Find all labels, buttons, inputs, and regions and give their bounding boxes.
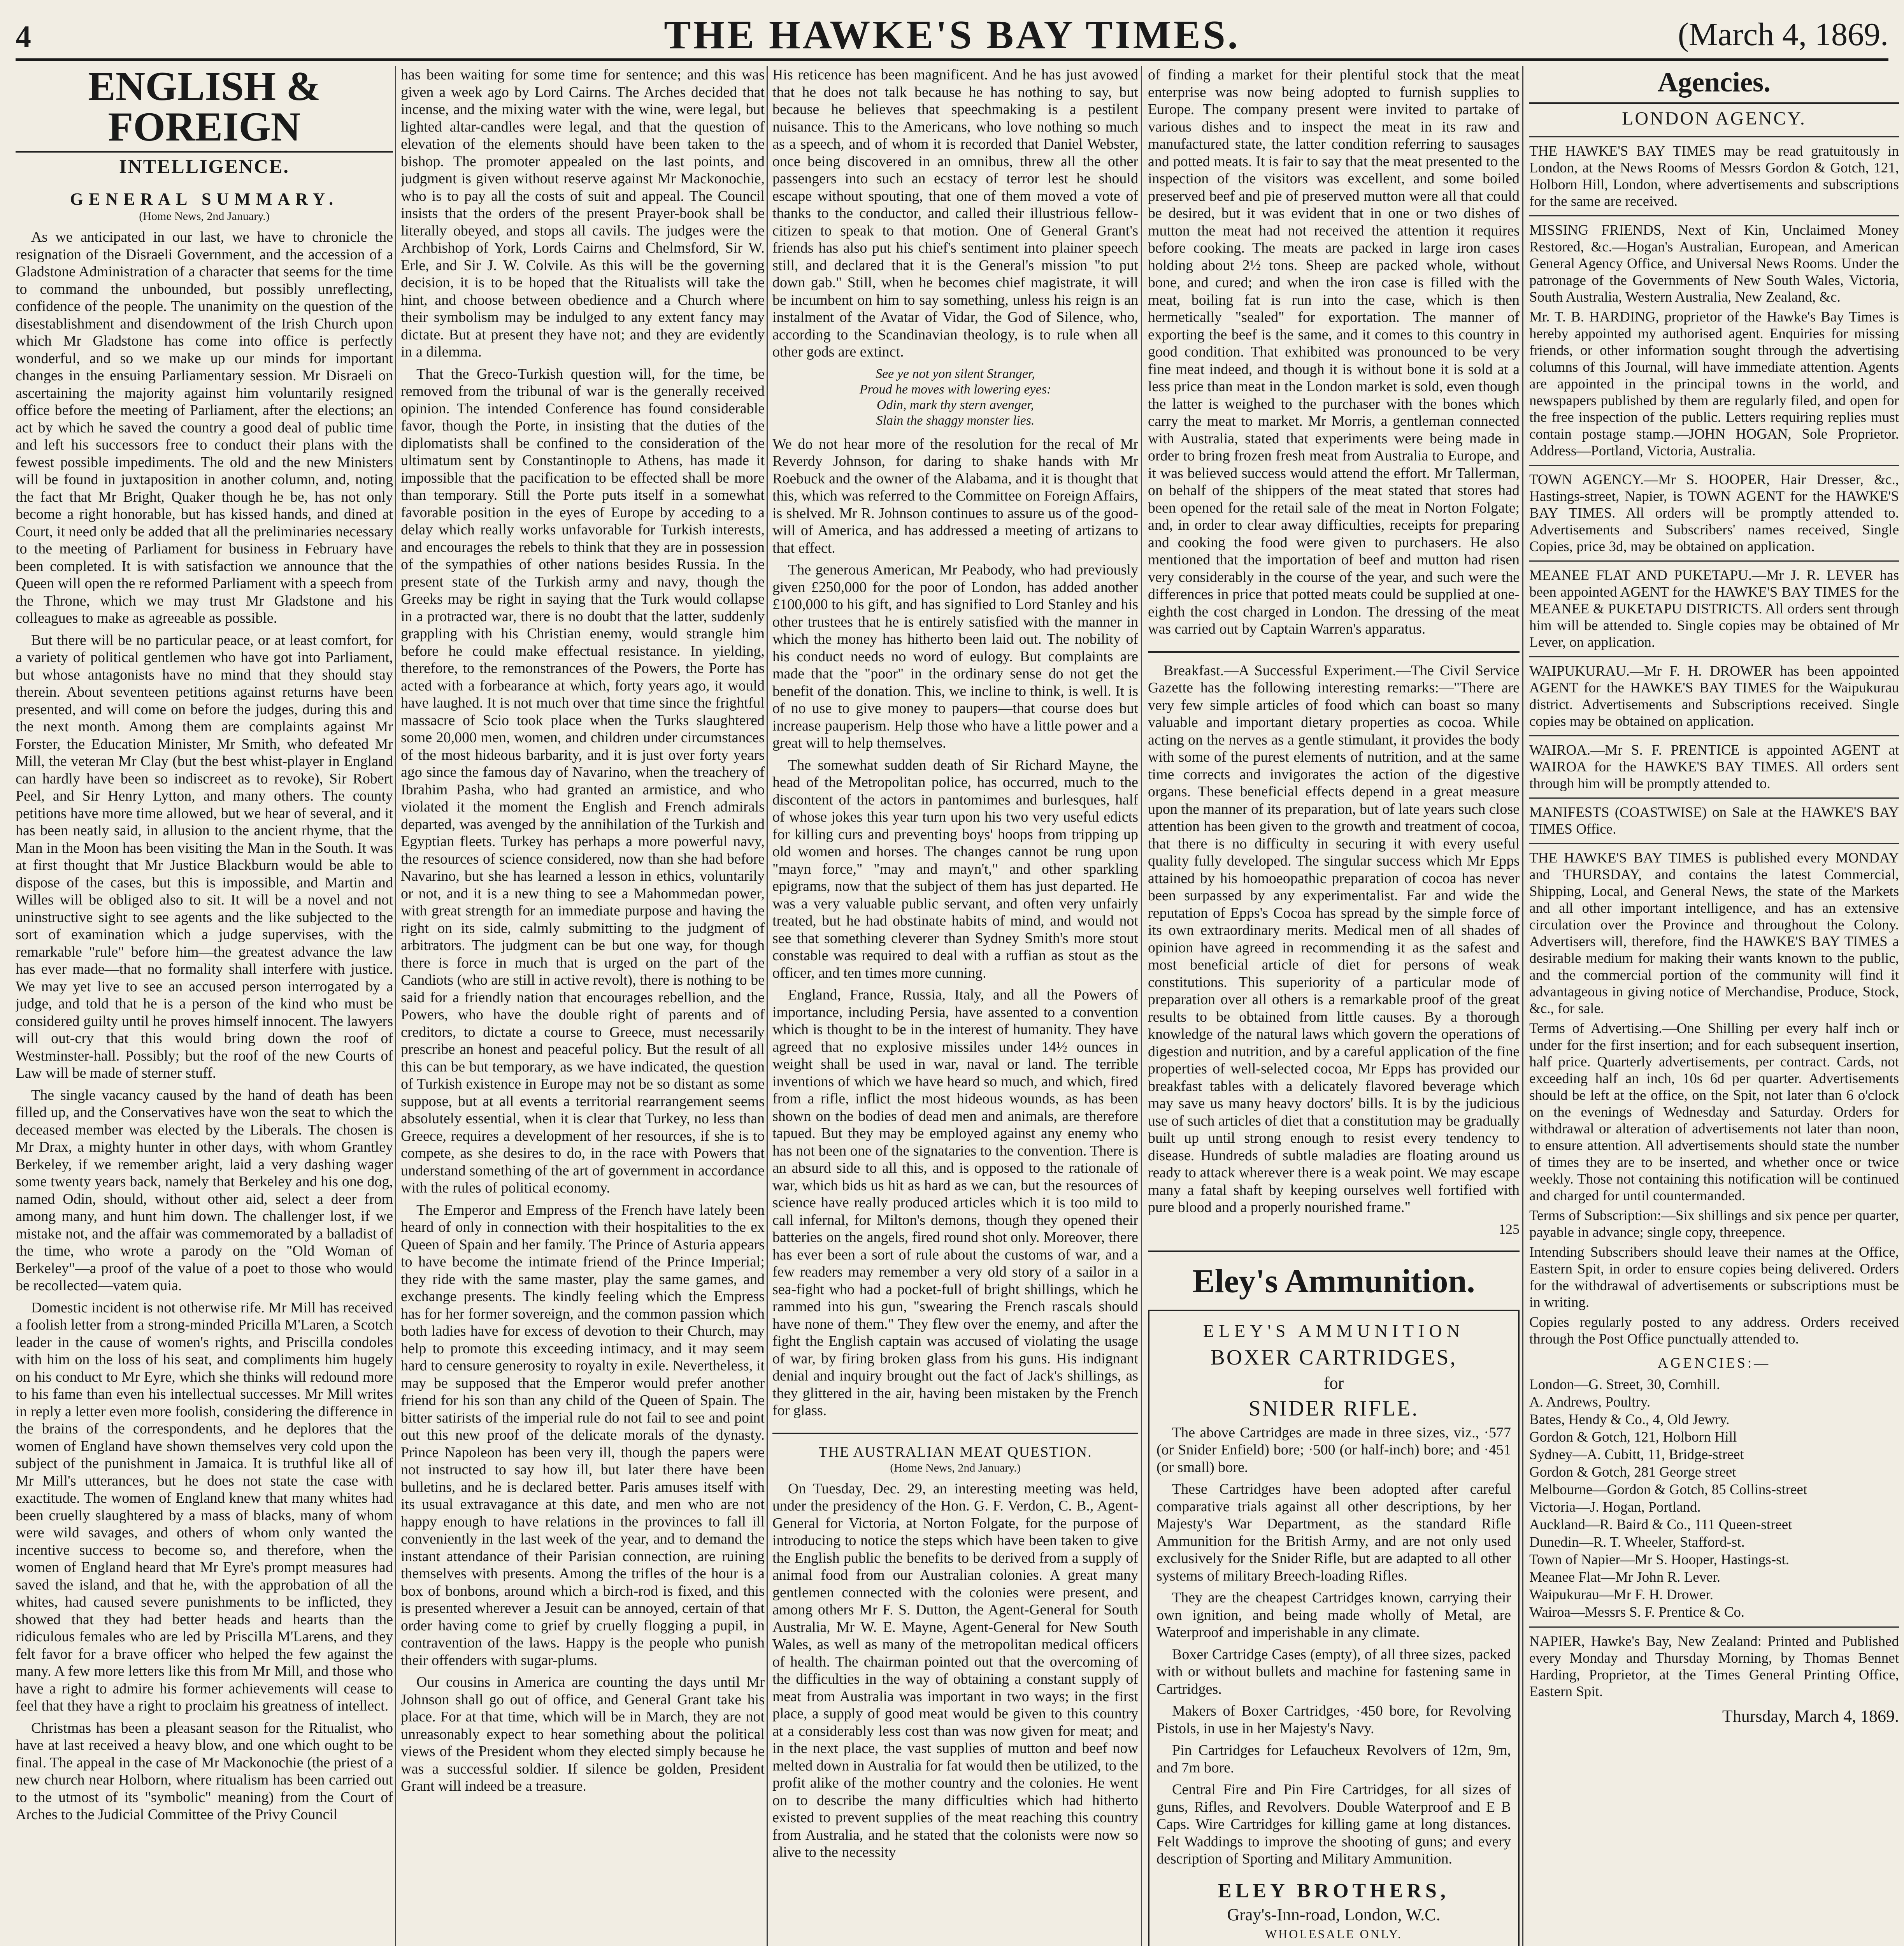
poem-line: See ye not yon silent Stranger, [876, 366, 1035, 381]
eley-ad-line: for [1323, 1373, 1344, 1393]
notice-reference: 125 [1499, 1221, 1520, 1237]
agency-entry: Town of Napier—Mr S. Hooper, Hastings-st. [1529, 1552, 1790, 1568]
newspaper-title: THE HAWKE'S BAY TIMES. [664, 12, 1240, 57]
notice-text: Mr. T. B. HARDING, proprietor of the Hawke's Bay Times is hereby appointed my authorised agent. Enquiries for missing friends, or other information sought through the advertising columns of this Journal, will have immediate attention. Agents are appointed in the principal towns in the world, and newspapers published by them are regularly filed, and open for the free inspection of the public. Letters requiring replies must contain postage stamp.—JOHN HOGAN, Sole Proprietor. Address—Portland, Victoria, Australia. [1529, 309, 1899, 459]
section-title: ENGLISH & FOREIGN [16, 66, 393, 153]
eley-ad-line: SNIDER RIFLE. [1248, 1396, 1419, 1421]
section-rule [772, 1433, 1138, 1434]
notice-text: WAIROA.—Mr S. F. PRENTICE is appointed AGENT at WAIROA for the HAWKE'S BAY TIMES. All orders sent through him will be promptly attended to. [1529, 742, 1899, 792]
meat-question-heading: THE AUSTRALIAN MEAT QUESTION. [818, 1444, 1092, 1460]
imprint-text: NAPIER, Hawke's Bay, New Zealand: Printed and Published every Monday and Thursday Morning, by Thomas Bennet Harding, Proprietor, at the Times General Printing Office, Eastern Spit. [1529, 1633, 1899, 1700]
article-paragraph: has been waiting for some time for sentence; and this was given a week ago by Lord Cairns. The Arches decided that incense, and the mixing water with the wine, were legal, but lighted altar-candles were legal, and that the question of elevation of the elements should have been taken to the bishop. The promoter appealed on the last points, and judgment is given without reserve against Mr Mackonochie, who is to pay all the costs of suit and appeal. The Council insists that the orders of the present Prayer-book shall be literally obeyed, and stops all cavils. The judges were the Archbishop of York, Lords Cairns and Chelmsford, Sir W. Erle, and Sir J. W. Colvile. As this will be the governing decision, it is to be hoped that the Ritualists will take the hint, and choose between obedience and a Church where their symbolism may be indulged to any extent fancy may dictate. But at present they have not; and they are evidently in a dilemma. [401, 67, 765, 360]
notice-text: THE HAWKE'S BAY TIMES may be read gratuitously in London, at the News Rooms of Messrs Gordon & Gotch, 121, Holborn Hill, London, where advertisements and subscriptions for the same are received. [1529, 143, 1899, 209]
agency-notice [1529, 215, 1899, 459]
ad-paragraph: Central Fire and Pin Fire Cartridges, for all sizes of guns, Rifles, and Revolvers. Double Waterproof and E B Caps. Wire Cartridges for killing game at long distances. Felt Waddings to improve the shooting of guns; and every description of Sporting and Military Ammunition. [1156, 1781, 1511, 1867]
column-5 [1529, 66, 1899, 1946]
masthead [16, 12, 1888, 61]
agency-notice [1529, 843, 1899, 1347]
column-divider [1141, 66, 1142, 1946]
poem-line: Slain the shaggy monster lies. [876, 413, 1035, 428]
article-paragraph: As we anticipated in our last, we have to chronicle the resignation of the Disraeli Government, and the accession of a Gladstone Administration of a character that seems for the time to command the unbounded, but possibly unreflecting, confidence of the people. The unanimity on the question of the disestablishment and disendowment of the Irish Church upon which Mr Gladstone has come into office is perfectly wonderful, and so we make up our minds for important changes in the ensuing Parliamentary session. Mr Disraeli on ascertaining the majority against him voluntarily resigned office before the meeting of Parliament, after the elections; an act by which he saved the country a good deal of public time and left his successors free to conduct their plans with the fewest possible impediments. The old and the new Ministers will be found in juxtaposition in another column, and, noting the fact that Mr Bright, Quaker though he be, has not only become a right honorable, but has kissed hands, and dined at Court, it need only be added that all the preliminaries necessary to the meeting of Parliament for business in February have been completed. It is with satisfaction we announce that the Queen will open the re reformed Parliament with a speech from the Throne, which we may trust Mr Gladstone and his colleagues to make as agreeable as possible. [16, 229, 393, 626]
notice-text: WAIPUKURAU.—Mr F. H. DROWER has been appointed AGENT for the HAWKE'S BAY TIMES for the Waipukurau district. Advertisements and Subscriptions received. Single copies may be obtained on application. [1529, 663, 1899, 729]
agency-entry: Sydney—A. Cubitt, 11, Bridge-street [1529, 1447, 1744, 1463]
imprint-notice [1529, 1626, 1899, 1700]
notice-text: Terms of Subscription:—Six shillings and six pence per quarter, payable in advance; single copy, threepence. [1529, 1208, 1899, 1240]
agency-entry: Meanee Flat—Mr John R. Lever. [1529, 1569, 1721, 1585]
article-paragraph: Our cousins in America are counting the days until Mr Johnson shall go out of office, and General Grant take his place. For at that time, which will be in March, they are not unreasonably expect to hear something about the political views of the President whom they elected simply because he was a successful soldier. If silence be golden, President Grant will indeed be a treasure. [401, 1674, 765, 1794]
column-4 [1148, 66, 1520, 1946]
notice-text: MANIFESTS (COASTWISE) on Sale at the HAWKE'S BAY TIMES Office. [1529, 804, 1899, 837]
agency-entry: Victoria—J. Hogan, Portland. [1529, 1499, 1701, 1515]
poem-line: Odin, mark thy stern avenger, [876, 397, 1034, 412]
notice-text: TOWN AGENCY.—Mr S. HOOPER, Hair Dresser, &c., Hastings-street, Napier, is TOWN AGENT for the HAWKE'S BAY TIMES. All orders will be promptly attended to. Advertisements and Subscribers' names received, Single Copies, price 3d, may be obtained on application. [1529, 472, 1899, 555]
notice-text: THE HAWKE'S BAY TIMES is published every MONDAY and THURSDAY, and contains the latest Commercial, Shipping, Local, and General News, the state of the Markets and all other important intelligence, and has an extensive circulation over the Province and throughout the Colony. Advertisers will, therefore, find the HAWKE'S BAY TIMES a desirable medium for making their wants known to the public, and the commercial portion of the community will find it advantageous in giving notice of Merchandise, Produce, Stock, &c., for sale. [1529, 850, 1899, 1017]
section-subtitle: INTELLIGENCE. [119, 155, 290, 177]
agency-notice [1529, 735, 1899, 792]
summary-heading: GENERAL SUMMARY. [70, 190, 339, 209]
eley-ad-line: BOXER CARTRIDGES, [1210, 1345, 1457, 1370]
poem-line: Proud he moves with lowering eyes: [859, 382, 1051, 397]
agencies-title: Agencies. [1529, 66, 1899, 104]
poem-quote [772, 366, 1138, 429]
agency-entry: Bates, Hendy & Co., 4, Old Jewry. [1529, 1412, 1730, 1428]
ad-paragraph: Boxer Cartridge Cases (empty), of all three sizes, packed with or without bullets and machine for fastening same in Cartridges. [1156, 1646, 1511, 1697]
ad-paragraph: These Cartridges have been adopted after careful comparative trials against all other descriptions, by her Majesty's War Department, as the standard Rifle Ammunition for the British Army, and are not only used exclusively for the Snider Rifle, but are adapted to all other systems of military Breech-loading Rifles. [1156, 1481, 1511, 1584]
agency-notice [1529, 797, 1899, 838]
eley-ad-wholesale: WHOLESALE ONLY. [1265, 1927, 1403, 1941]
agency-entry: A. Andrews, Poultry. [1529, 1394, 1651, 1410]
article-paragraph: The generous American, Mr Peabody, who had previously given £250,000 for the poor of London, has added another £100,000 to his gift, and has signified to Lord Stanley and his other trustees that he is entirely satisfied with the manner in which the money has hitherto been laid out. The nobility of his conduct needs no word of eulogy. But complaints are made that the "poor" in the ordinary sense do not get the benefit of the donation. This, we incline to think, is well. It is of no use to give money to paupers—that course does but increase pauperism. Help those who have a little power and a great will to help themselves. [772, 562, 1138, 751]
notice-text: Terms of Advertising.—One Shilling per every half inch or under for the first insertion; and for each subsequent insertion, half price. Quarterly advertisements, per contract. Cards, not exceeding half an inch, 10s 6d per quarter. Advertisements should be left at the office, on the Spit, not later than 6 o'clock on the evenings of Wednesday and Saturday. Orders for withdrawal or alteration of advertisements not later than noon, to ensure attention. All advertisements should state the number of times they are to be inserted, and whether once or twice weekly. Those not containing this notification will be continued and charged for until countermanded. [1529, 1020, 1899, 1204]
agency-entry: Gordon & Gotch, 121, Holborn Hill [1529, 1429, 1737, 1445]
agency-entry: Melbourne—Gordon & Gotch, 85 Collins-street [1529, 1482, 1807, 1498]
page-number: 4 [16, 20, 31, 54]
agency-entry: Wairoa—Messrs S. F. Prentice & Co. [1529, 1604, 1745, 1620]
column-divider [767, 66, 768, 1946]
article-paragraph: His reticence has been magnificent. And he has just avowed that he does not talk because he has nothing to say, but because he believes that speechmaking is a pestilent nuisance. This to the Americans, who love nothing so much as a speech, and of whom it is recorded that Daniel Webster, once being discovered in an omnibus, threw all the other passengers into such an ecstacy of terror lest he should escape without spouting, that one of them moved a vote of thanks to the conductor, and called their illustrious fellow-citizen to speak to that motion. One of General Grant's friends has also put his chief's sentiment into plainer speech still, and declared that it is the General's mission "to put down gab." Still, when he becomes chief magistrate, it will be incumbent on him to say something, unless his reign is an instalment of the Avatar of Vidar, the God of Silence, who, according to the Scandinavian theology, is to rule when all other gods are extinct. [772, 67, 1138, 360]
notice-text: Copies regularly posted to any address. Orders received through the Post Office punctually attended to. [1529, 1314, 1899, 1347]
notice-text: MISSING FRIENDS, Next of Kin, Unclaimed Money Restored, &c.—Hogan's Australian, European, and American General Agency Office, and Universal News Rooms. Under the patronage of the Governments of New South Wales, Victoria, South Australia, Western Australia, New Zealand, &c. [1529, 222, 1899, 305]
breakfast-notice: Breakfast.—A Successful Experiment.—The Civil Service Gazette has the following interesting remarks:—"There are very few simple articles of food which can boast so many valuable and important dietary properties as cocoa. While acting on the nerves as a gentle stimulant, it provides the body with some of the purest elements of nutrition, and at the same time corrects and invigorates the action of the digestive organs. These beneficial effects depend in a great measure upon the manner of its preparation, but of late years such close attention has been given to the growth and treatment of cocoa, that there is no difficulty in securing it with every useful quality fully developed. The singular success which Mr Epps attained by his homoeopathic preparation of cocoa has never been surpassed by any experimentalist. Far and wide the reputation of Epps's Cocoa has spread by the simple force of its own extraordinary merits. Medical men of all shades of opinion have agreed in recommending it as the safest and most beneficial article of diet for persons of weak constitutions. This superiority of a particular mode of preparation over all others is a remarkable proof of the great results to be obtained from little causes. By a thorough knowledge of the natural laws which govern the operations of digestion and nutrition, and by a careful application of the fine properties of well-selected cocoa, Mr Epps has provided our breakfast tables with a delicately flavored beverage which may save us many heavy doctors' bills. It is by the judicious use of such articles of diet that a constitution may be gradually built up until strong enough to resist every tendency to disease. Hundreds of subtle maladies are floating around us ready to attack wherever there is a weak point. We may escape many a fatal shaft by keeping ourselves well fortified with pure blood and a properly nourished frame." [1148, 662, 1520, 1215]
ad-paragraph: The above Cartridges are made in three sizes, viz., ·577 (or Snider Enfield) bore; ·500 (or half-inch) bore; and ·451 (or small) bore. [1156, 1424, 1511, 1475]
article-paragraph: Christmas has been a pleasant season for the Ritualist, who have at last received a heavy blow, and one which ought to be final. The appeal in the case of Mr Mackonochie (the priest of a new church near Holborn, where ritualism has been carried out to the utmost of its "symbolic" meaning) from the Court of Arches to the Judicial Committee of the Privy Council [16, 1719, 393, 1823]
eley-ad-footer: ELEY BROTHERS, [1218, 1879, 1449, 1902]
footer-date: Thursday, March 4, 1869. [1722, 1707, 1899, 1726]
agency-notice [1529, 656, 1899, 730]
article-paragraph: That the Greco-Turkish question will, for the time, be removed from the tribunal of war is the generally received opinion. The intended Conference has found considerable favor, though the Porte, in insisting that the duties of the diplomatists shall be confined to the consideration of the ultimatum sent by Constantinople to Athens, has made it impossible that the pacification to be effected shall be more than temporary. Still the Porte puts itself in a somewhat favorable position in the eyes of Europe by acceding to a delay which really works unfavorable for Turkish interests, and encourages the rebels to think that they are in possession of the sympathies of other nations besides Russia. In the present state of the Turkish army and navy, though the Greeks may be right in saying that the Turk would collapse in a protracted war, there is no doubt that the latter, suddenly grappling with his Christian enemy, would strangle him before he could make effectual resistance. In yielding, therefore, to the remonstrances of the Powers, the Porte has acted with a forbearance at which, forty years ago, it would have laughed. It is not much over that time since the frightful massacre of Scio took place when the Turks slaughtered some 20,000 men, women, and children under circumstances of the most hideous barbarity, and it is just over forty years ago since the famous day of Navarino, when the treachery of Ibrahim Pasha, who had granted an armistice, and who violated it the moment the English and French admirals departed, was avenged by the annihilation of the Turkish and Egyptian fleets. Turkey has perhaps a more powerful navy, the resources of science considered, now than she had before Navarino, but she has learned a lesson in ethics, voluntarily or not, and it is a new thing to see a Mahommedan power, with great strength for an immediate purpose and having the right on its side, calmly submitting to the judgment of arbitrators. The judgment can be but one way, for though there is force in much that is urged on the part of the Candiots (who are still in active revolt), there is nothing to be said for a friendly nation that encourages rebellion, and the Powers, who have the double right of parents and of creditors, to dictate a course to Greece, must necessarily prescribe an honest and peaceful policy. But the result of all this can be but temporary, as we have indicated, the question of Turkish existence in Europe may not be so distant as some suppose, but at all events a territorial rearrangement seems absolutely essential, when it is clear that Turkey, no less than Greece, requires a development of her resources, if she is to compete, as she desires to do, in the race with Powers that understand something of the art of government in accordance with the rules of political economy. [401, 365, 765, 1196]
article-paragraph: The somewhat sudden death of Sir Richard Mayne, the head of the Metropolitan police, has occurred, much to the discontent of the actors in pantomimes and burlesques, half of whose jokes this year turn upon his two very useful edicts for killing curs and preventing boys' hoops from tripping up old women and horses. The changes cannot be rung upon "mayn force," "may and mayn't," and other sparkling epigrams, now that the subject of them has just departed. He was a very valuable public servant, and often very unfairly treated, but he had obstinate habits of mind, and would not see that something cleverer than Sydney Smith's more stout constable was required to deal with a ruffian as stout as the officer, and ten times more cunning. [772, 757, 1138, 981]
summary-source: (Home News, 2nd January.) [139, 210, 270, 223]
agency-entry: Waipukurau—Mr F. H. Drower. [1529, 1587, 1713, 1603]
notice-text: Intending Subscribers should leave their names at the Office, Eastern Spit, in order to ensure copies being delivered. Orders for the withdrawal of advertisements or subscriptions must be in writing. [1529, 1244, 1899, 1310]
article-paragraph: The single vacancy caused by the hand of death has been filled up, and the Conservatives have won the seat to which the deceased member was elected by the Liberals. The chosen is Mr Drax, a mighty hunter in other days, with whom Grantley Berkeley, if we remember aright, laid a very dashing wager some twenty years back, namely that Berkeley and his one dog, named Odin, should, without other aid, select a deer from among many, and hunt him down. The challenger lost, if we mistake not, and the affair was commemorated by a balladist of the time, who wrote a parody on the "Old Woman of Berkeley"—a proof of the value of a poet to those who would be recollected—vatem quia. [16, 1087, 393, 1294]
column-3 [772, 66, 1138, 1946]
eley-ad-heading: Eley's Ammunition. [1192, 1262, 1475, 1300]
ad-paragraph: Makers of Boxer Cartridges, ·450 bore, for Revolving Pistols, in use in her Majesty's Navy. [1156, 1703, 1511, 1737]
column-divider [395, 66, 396, 1946]
article-paragraph: But there will be no particular peace, or at least comfort, for a variety of political gentlemen who have got into Parliament, but whose antagonists have no mind that they should stay therein. About seventeen petitions against returns have been presented, and will come on before the judges, during this and the next month. Among them are complaints against Mr Forster, the Education Minister, Mr Smith, who defeated Mr Mill, the veteran Mr Clay (but the best whist-player in England can hardly have been so indiscreet as to revoke), Sir Robert Peel, and Sir Henry Lytton, and many others. The county petitions have more time allowed, but we hear of several, and it has been neatly said, in allusion to the ancient rhyme, that the Man in the Moon has been visiting the Man in the South. It was at first thought that Mr Justice Blackburn would be able to dispose of the cases, but this is impossible, and Martin and Willes will be obliged also to sit. It will be a novel and not uninstructive sight to see agents and the like subjected to the sort of examination which a judge supervises, with the remarkable "rule" before him—the greatest advance the law has ever made—that no formality shall interfere with justice. We may yet live to see an accused person interrogated by a judge, and told that he is a person of the kind who must be considered guilty until he proves himself innocent. The lawyers will out-cry that this would bring down the roof of Westminster-hall. Possibly; but the roof of the new Courts of Law will be made of sterner stuff. [16, 632, 393, 1081]
column-divider [1522, 66, 1523, 1946]
issue-date: (March 4, 1869. [1678, 16, 1888, 53]
london-agency-heading: LONDON AGENCY. [1622, 108, 1806, 129]
ad-paragraph: They are the cheapest Cartridges known, carrying their own ignition, and being made wholly of Metal, are Waterproof and imperishable in any climate. [1156, 1589, 1511, 1640]
article-paragraph: Domestic incident is not otherwise rife. Mr Mill has received a foolish letter from a strong-minded Pricilla M'Laren, a Scotch leader in the cause of women's rights, and Priscilla condoles with him on the loss of his seat, and compliments him hugely on his conduct to Mr Eyre, which she thinks will redound more to his fame than even his intellectual successes. Mr Mill writes in reply a letter even more foolish, considering the difference in the brains of the correspondents, and he deplores that the women of England have shown themselves very cold upon the subject of the punishment in Jamaica. It is truthful like all of Mr Mill's utterances, but he does not state the case with exactitude. The women of England knew that many whites had been cruelly slaughtered by a mass of blacks, many of whom were wild savages, and others of whom only wanted the incentive success to become so, and therefore, when the women of England heard that Mr Eyre's prompt measures had saved the island, and that he, with the approbation of all the whites, had caused severe punishments to be inflicted, they showed that they had better heads and hearts than the ridiculous females who are led by Priscilla M'Larens, and they felt favor for a brave officer who helped the few against the many. A few more letters like this from Mr Mill, and those who have a right to admire his former achievements will cease to feel that they have a right to proclaim his greatness of intellect. [16, 1299, 393, 1714]
section-rule [1148, 1250, 1520, 1252]
agencies-list [1529, 1354, 1899, 1621]
article-paragraph: The Emperor and Empress of the French have lately been heard of only in connection with their hospitalities to the ex Queen of Spain and her family. The Prince of Asturia appears to have become the intimate friend of the Prince Imperial; they ride with the same master, play the same games, and exchange presents. The kindly feeling which the Empress has for her former sovereign, and the common passion which both ladies have for excess of devotion to their Church, may help to promote this exceeding intimacy, and it may seem hard to censure generosity to royalty in exile. Nevertheless, it may be supposed that the Emperor would prefer another friend for his son than any child of the Queen of Spain. The bitter satirists of the imperial rule do not fail to see and point out this new proof of the delicate morals of the dynasty. Prince Napoleon has been very ill, though the papers were not instructed to say how ill, but later there have been bulletins, and he is declared better. Paris amuses itself with its usual extravagance at this date, and men who are not happy enough to have relations in the provinces to fall ill conveniently in the last week of the year, and to demand the instant attendance of their Parisian connection, are ruining themselves with presents. Among the trifles of the hour is a box of bonbons, around which a birch-rod is fixed, and this is presented wherever a Jesuit can be annoyed, certain of that order having come to grief by cruelly flogging a pupil, in contravention of the laws. Happy is the people who punish their offenders with sugar-plums. [401, 1201, 765, 1669]
agency-entry: Auckland—R. Baird & Co., 111 Queen-street [1529, 1517, 1792, 1533]
agency-entry: Gordon & Gotch, 281 George street [1529, 1464, 1736, 1480]
column-1 [16, 66, 393, 1946]
column-2 [401, 66, 765, 1946]
eley-advertisement [1148, 1310, 1520, 1946]
agency-notice [1529, 465, 1899, 555]
agencies-list-heading: AGENCIES:— [1657, 1355, 1771, 1371]
agency-notice [1529, 136, 1899, 210]
article-paragraph: of finding a market for their plentiful stock that the meat enterprise was now being adopted to furnish supplies to Europe. The company present were invited to partake of various dishes and to inspect the meat in its raw and manufactured state, the latter condition referring to sausages and potted meats. It is fair to say that the meat presented to the inspection of the visitors was excellent, and some boiled preserved beef and pie of preserved mutton were all that could be desired, but it was evident that in one or two dishes of mutton the meat had not received the attention it requires before cooking. The meats are packed in large iron cases holding about 2½ tons. Sheep are packed whole, without bone, and cured; and when the iron case is filled with the meat, boiling fat is run into the case, which is then hermetically "sealed" for exportation. The manner of exporting the beef is the same, and it comes to this country in good condition. That exhibited was pronounced to be very fine meat indeed, and though it is without bone it is sold at a less price than meat in the London market is sold, even though the latter is weighed to the purchaser with the bones which carry the meat to market. Mr Morris, a gentleman connected with Australia, stated that experiments were being made in order to bring frozen fresh meat from Australia to Europe, and it was believed success would attend the effort. Mr Tallerman, on behalf of the shippers of the meat stated that stores had been opened for the retail sale of the meat in Norton Folgate; and, in order to clear away difficulties, receipts for preparing and cooking the food were given to purchasers. He also mentioned that the importation of beef and mutton had risen very considerably in the course of the year, and such were the differences in price that potted meats could be supplied at one-eighth the cost charged in London. The dressing of the meat was carried out by Captain Warren's apparatus. [1148, 67, 1520, 637]
article-paragraph: England, France, Russia, Italy, and all the Powers of importance, including Persia, have assented to a convention which is thought to be in the interest of humanity. They have agreed that no explosive missiles under 14½ ounces in weight shall be used in war, naval or land. The terrible inventions of which we have heard so much, and which, fired from a rifle, inflict the most hideous wounds, as has been shown on the bodies of dead men and animals, are therefore tapued. But they may be employed against any enemy who has not been one of the signataries to the convention. There is an absurd side to all this, and is opposed to the rationale of war, which bids us hit as hard as we can, but the resources of science have really produced articles which it is too mild to call infernal, for Milton's demons, though they opened their batteries on the angels, fired round shot only. Moreover, there has ever been a sort of rule about the customs of war, and a few readers may remember a very old story of a sailor in a sea-fight who had a pocket-full of bright shillings, which he rammed into his gun, "swearing the French rascals should have none of them." They flew over the enemy, and after the fight the English captain was accused of violating the usage of war, by firing broken glass from his guns. His indignant denial and inquiry brought out the fact of Jack's shillings, as they glittered in the air, having been mistaken by the French for glass. [772, 987, 1138, 1419]
article-paragraph: We do not hear more of the resolution for the recal of Mr Reverdy Johnson, for daring to shake hands with Mr Roebuck and the owner of the Alabama, and it is thought that this, which was referred to the Committee on Foreign Affairs, is shelved. Mr R. Johnson continues to assure us of the good-will of America, and has addressed a meeting of artizans to that effect. [772, 436, 1138, 556]
agency-entry: London—G. Street, 30, Cornhill. [1529, 1377, 1720, 1393]
agency-entry: Dunedin—R. T. Wheeler, Stafford-st. [1529, 1534, 1745, 1550]
section-rule [1148, 651, 1520, 653]
meat-question-source: (Home News, 2nd January.) [890, 1461, 1021, 1474]
eley-ad-address: Gray's-Inn-road, London, W.C. [1227, 1905, 1441, 1924]
eley-ad-name: ELEY'S AMMUNITION [1203, 1321, 1464, 1341]
article-paragraph: On Tuesday, Dec. 29, an interesting meeting was held, under the presidency of the Hon. G. F. Verdon, C. B., Agent-General for Victoria, at Norton Folgate, for the purpose of introducing to notice the steps which have been taken to give the English public the benefits to be derived from a supply of animal food from our Australian colonies. A great many gentlemen connected with the colonies were present, and among others Mr F. S. Dutton, the Agent-General for South Australia, Mr W. E. Mayne, Agent-General for New South Wales, as well as many of the metropolitan medical officers of health. The chairman pointed out that the overcoming of the difficulties in the way of obtaining a constant supply of meat from Australia was important in two ways; in the first place, a supply of good meat would be given to this country at a considerably less cost than was now given for meat; and in the next place, the vast supplies of mutton and beef now melted down in Australia for fat would then be utilized, to the profit alike of the mother country and the colonies. He went on to describe the many difficulties which had hitherto existed to prevent supplies of the meat reaching this country from Australia, and he stated that the colonists were now so alive to the necessity [772, 1480, 1138, 1860]
notice-text: MEANEE FLAT AND PUKETAPU.—Mr J. R. LEVER has been appointed AGENT for the HAWKE'S BAY TIMES for the MEANEE & PUKETAPU DISTRICTS. All orders sent through him will be attended to. Single copies may be obtained of Mr Lever, on application. [1529, 567, 1899, 650]
ad-paragraph: Pin Cartridges for Lefaucheux Revolvers of 12m, 9m, and 7m bore. [1156, 1742, 1511, 1776]
agency-notice [1529, 560, 1899, 651]
